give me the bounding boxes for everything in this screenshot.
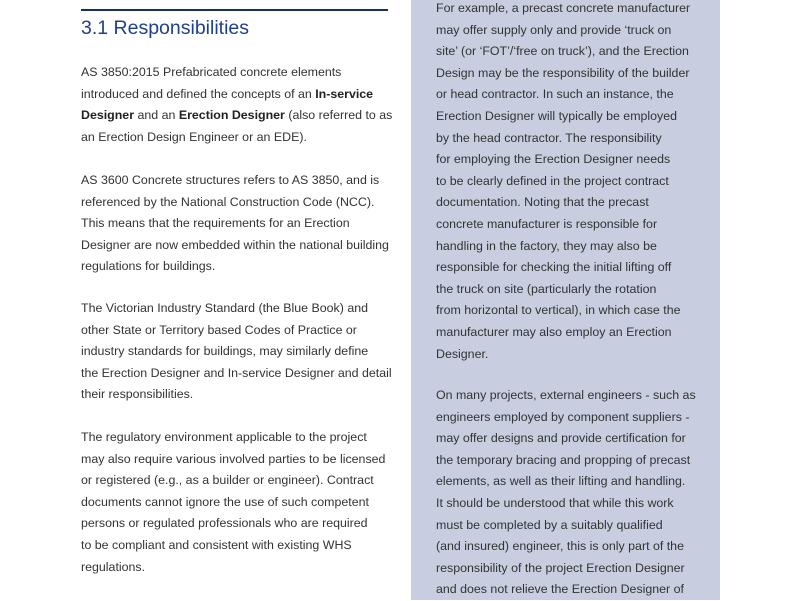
- text-line: the Erection Designer and In-service Designer and detail: [81, 365, 392, 380]
- paragraph-regulatory-environment: [81, 427, 391, 578]
- text-line: The regulatory environment applicable to the project: [81, 430, 367, 444]
- text-line: It should be understood that while this work: [436, 495, 674, 510]
- text-line: Erection Designer will typically be employed: [436, 108, 678, 123]
- paragraph-as3600: [81, 170, 391, 278]
- text-line: The Victorian Industry Standard (the Blue Book) and: [81, 301, 368, 315]
- text-line: persons or regulated professionals who are required: [81, 516, 368, 531]
- text-line: For example, a precast concrete manufacturer: [436, 1, 691, 15]
- text-line: their responsibilities.: [81, 387, 194, 402]
- section-title: 3.1 Responsibilities: [81, 17, 250, 39]
- text-line: referenced by the National Construction Code (NCC).: [81, 194, 375, 209]
- text-line: elements, as well as their lifting and handling.: [436, 474, 686, 489]
- paragraph-as3850: [81, 62, 391, 148]
- term-in-service: In-service: [315, 86, 374, 101]
- side-paragraph-external-engineers: [436, 385, 708, 601]
- text-line: documents cannot ignore the use of such competent: [81, 494, 369, 509]
- text-line: [81, 84, 391, 106]
- text-line: [81, 105, 391, 127]
- text-line: other State or Territory based Codes of Practice or: [81, 322, 357, 337]
- side-panel: [411, 0, 720, 600]
- text-line: for employing the Erection Designer needs: [436, 152, 671, 167]
- text-line: Designer.: [436, 346, 489, 361]
- text-line: (and insured) engineer, this is only part of the: [436, 539, 684, 554]
- section-rule: [81, 9, 388, 11]
- text-line: may offer supply only and provide ‘truck on: [436, 22, 672, 37]
- text-line: site’ (or ‘FOT’/‘free on truck’), and the Erection: [436, 44, 689, 59]
- text-line: to be compliant and consistent with existing WHS: [81, 537, 352, 552]
- text-line: manufacturer may also employ an Erection: [436, 324, 672, 339]
- text-line: documentation. Noting that the precast: [436, 195, 649, 210]
- text-line: responsibility of the project Erection Designer: [436, 560, 685, 575]
- text-line: On many projects, external engineers - such as: [436, 388, 696, 402]
- text-line: to be clearly defined in the project contract: [436, 173, 669, 188]
- text-line: by the head contractor. The responsibility: [436, 130, 662, 145]
- paragraph-victorian-standard: [81, 298, 391, 406]
- text-line: must be completed by a suitably qualified: [436, 517, 663, 532]
- text-line: may offer designs and provide certification for: [436, 431, 686, 446]
- term-erection-designer: Erection Designer: [178, 108, 285, 123]
- text-line: AS 3600 Concrete structures refers to AS 3850, and is: [81, 173, 380, 187]
- text-line: may also require various involved parties to be licensed: [81, 451, 386, 466]
- side-paragraph-truck-on-site: [436, 0, 708, 365]
- text-line: from horizontal to vertical), in which case the: [436, 303, 681, 318]
- text-line: regulations.: [81, 559, 146, 574]
- text-line: regulations for buildings.: [81, 259, 216, 274]
- text-line: responsible for checking the initial lifting off: [436, 260, 672, 275]
- text-line: or head contractor. In such an instance, the: [436, 87, 674, 102]
- term-designer: Designer: [81, 108, 135, 123]
- text-line: handling in the factory, they may also be: [436, 238, 657, 253]
- text-line: Design may be the responsibility of the builder: [436, 65, 690, 80]
- text-line: the truck on site (particularly the rotation: [436, 281, 657, 296]
- text-line: and does not relieve the Erection Designer of: [436, 582, 684, 597]
- text-line: an Erection Design Engineer or an EDE).: [81, 129, 307, 144]
- text-line: industry standards for buildings, may similarly define: [81, 344, 369, 359]
- text-run: (also referred to as: [284, 108, 393, 123]
- text-line: or registered (e.g., as a builder or engineer). Contract: [81, 473, 374, 488]
- text-run: and an: [134, 108, 179, 123]
- text-line: This means that the requirements for an Erection: [81, 216, 350, 231]
- text-line: the temporary bracing and propping of precast: [436, 452, 691, 467]
- text-line: AS 3850:2015 Prefabricated concrete elements: [81, 65, 342, 79]
- text-run: introduced and defined the concepts of an: [81, 86, 316, 101]
- text-line: concrete manufacturer is responsible for: [436, 216, 658, 231]
- text-line: Designer are now embedded within the national building: [81, 237, 389, 252]
- text-line: engineers employed by component suppliers -: [436, 409, 690, 424]
